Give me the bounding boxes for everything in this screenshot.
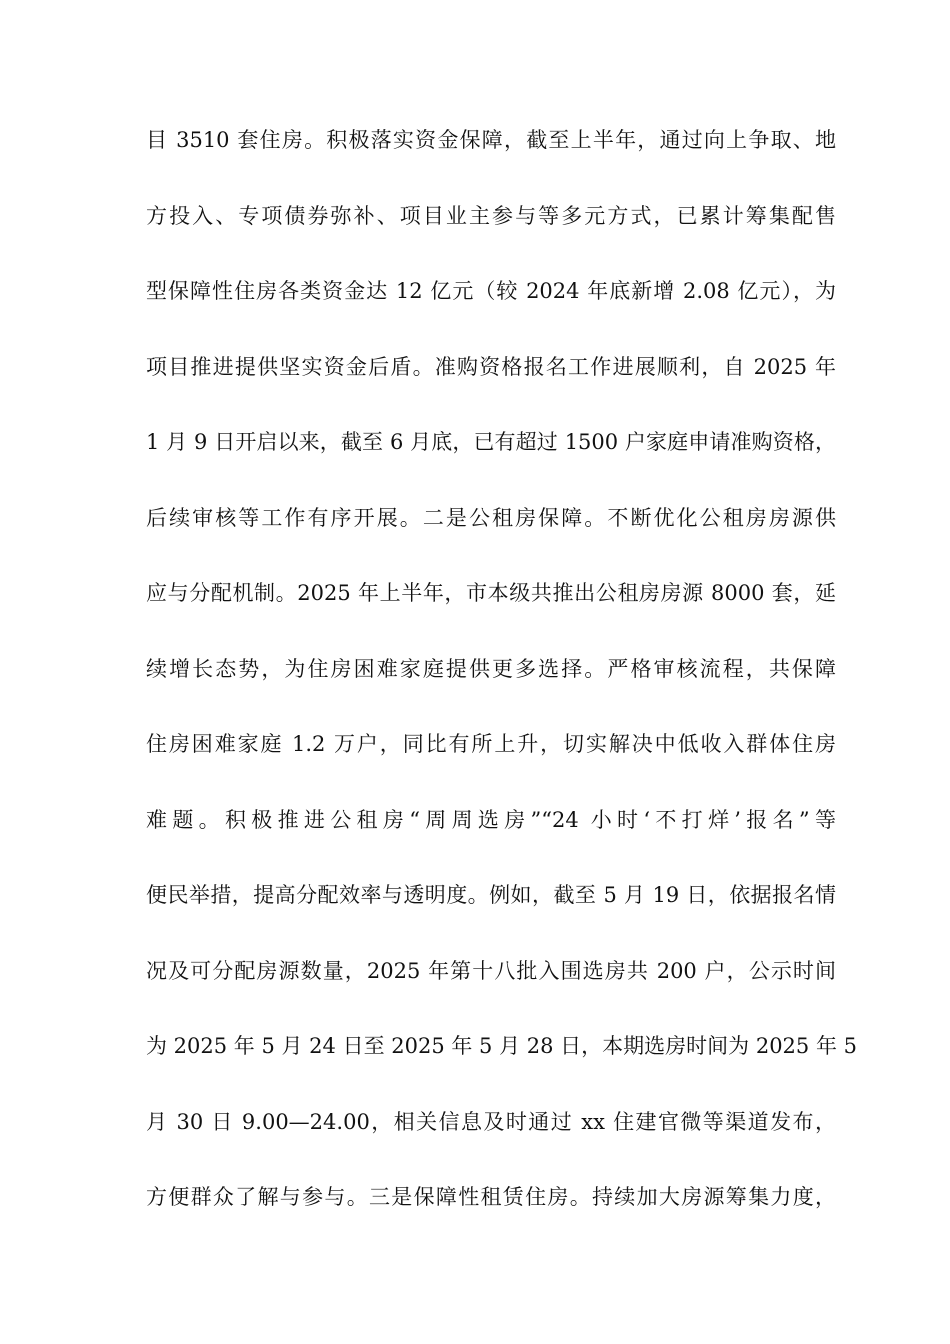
text-line: 1 月 9 日开启以来，截至 6 月底，已有超过 1500 户家庭申请准购资格，: [146, 430, 836, 454]
text-line: 方投入、专项债券弥补、项目业主参与等多元方式，已累计筹集配售: [146, 203, 836, 228]
body-text: [146, 120, 857, 1253]
text-line: 续增长态势，为住房困难家庭提供更多选择。严格审核流程，共保障: [146, 656, 836, 681]
text-line: 目 3510 套住房。积极落实资金保障，截至上半年，通过向上争取、地: [146, 128, 836, 152]
text-line: 况及可分配房源数量，2025 年第十八批入围选房共 200 户，公示时间: [146, 958, 836, 983]
text-line: 为 2025 年 5 月 24 日至 2025 年 5 月 28 日，本期选房时间为 2025 年 5: [146, 1034, 857, 1058]
text-line: 项目推进提供坚实资金后盾。准购资格报名工作进展顺利，自 2025 年: [146, 354, 836, 379]
text-line: 月 30 日 9.00—24.00，相关信息及时通过 xx 住建官微等渠道发布，: [146, 1109, 836, 1134]
text-line: 型保障性住房各类资金达 12 亿元（较 2024 年底新增 2.08 亿元），为: [146, 279, 836, 303]
text-line: 方便群众了解与参与。三是保障性租赁住房。持续加大房源筹集力度，: [146, 1185, 836, 1209]
text-line: 应与分配机制。2025 年上半年，市本级共推出公租房房源 8000 套，延: [146, 581, 836, 605]
text-line: 住房困难家庭 1.2 万户，同比有所上升，切实解决中低收入群体住房: [146, 732, 836, 756]
text-line: 后续审核等工作有序开展。二是公租房保障。不断优化公租房房源供: [146, 505, 836, 530]
text-line: 便民举措，提高分配效率与透明度。例如，截至 5 月 19 日，依据报名情: [146, 883, 836, 907]
text-line: 难题。积极推进公租房“周周选房”“24 小时‘不打烊’报名”等: [146, 807, 836, 832]
